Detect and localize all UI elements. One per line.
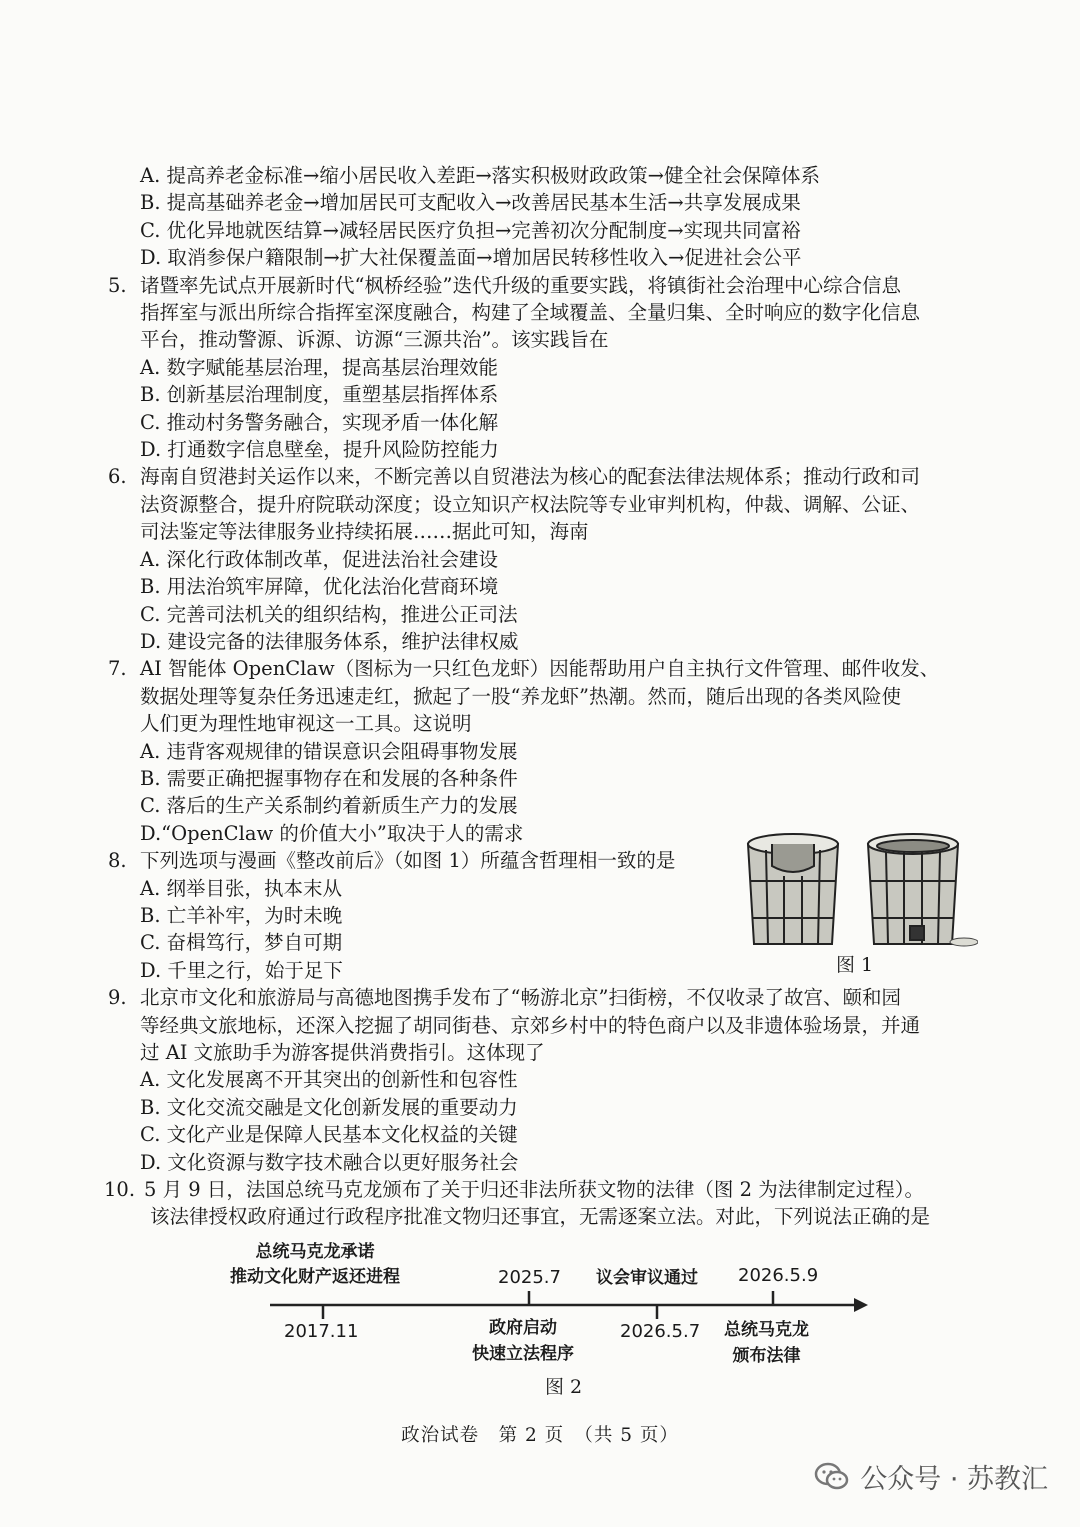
question-text-line: 北京市文化和旅游局与高德地图携手发布了“畅游北京”扫街榜，不仅收录了故宫、颐和园 <box>140 986 901 1010</box>
question-number: 9. <box>108 986 127 1010</box>
buckets-illustration <box>738 826 978 951</box>
question-7 <box>108 655 988 737</box>
question-number: 10. <box>104 1178 136 1202</box>
timeline-date: 2026.5.7 <box>620 1321 701 1342</box>
question-text-line: 指挥室与派出所综合指挥室深度融合，构建了全域覆盖、全量归集、全时响应的数字化信息 <box>140 301 921 325</box>
question-text-line: 诸暨率先试点开展新时代“枫桥经验”迭代升级的重要实践，将镇街社会治理中心综合信息 <box>140 273 901 297</box>
question-text-line: 过 AI 文旅助手为游客提供消费指引。这体现了 <box>140 1041 545 1064</box>
timeline-event-government: 政府启动 快速立法程序 <box>472 1318 574 1364</box>
option-d: D. 取消参保户籍限制→扩大社保覆盖面→增加居民转移性收入→促进社会公平 <box>140 246 802 270</box>
timeline-event-parliament: 议会审议通过 <box>596 1268 698 1288</box>
option-b: B. 提高基础养老金→增加居民可支配收入→改善居民基本生活→共享发展成果 <box>140 191 801 215</box>
watermark-text: 公众号 · 苏教汇 <box>860 1464 1048 1495</box>
option-c: C. 完善司法机关的组织结构，推进公正司法 <box>140 602 518 626</box>
question-number: 6. <box>108 465 127 489</box>
question-text-line: 5 月 9 日，法国总统马克龙颁布了关于归还非法所获文物的法律（图 2 为法律制定过程）。 <box>144 1178 924 1202</box>
figure-2-timeline <box>200 1235 900 1395</box>
question-text-line: 该法律授权政府通过行政程序批准文物归还事宜，无需逐案立法。对此，下列说法正确的是 <box>150 1205 931 1229</box>
question-text-line: 数据处理等复杂任务迅速走红，掀起了一股“养龙虾”热潮。然而，随后出现的各类风险使 <box>140 684 901 708</box>
timeline-date: 2026.5.9 <box>738 1265 819 1286</box>
page-footer: 政治试卷 第 2 页 （共 5 页） <box>401 1425 679 1446</box>
figure-2-caption: 图 2 <box>545 1376 583 1398</box>
option-d: D. 打通数字信息壁垒，提升风险防控能力 <box>140 438 499 462</box>
timeline-date: 2017.11 <box>284 1321 359 1342</box>
question-text-line: 海南自贸港封关运作以来，不断完善以自贸港法为核心的配套法律法规体系；推动行政和司 <box>140 465 921 489</box>
option-b: B. 文化交流交融是文化创新发展的重要动力 <box>140 1095 518 1119</box>
question-text-line: 等经典文旅地标，还深入挖掘了胡同街巷、京郊乡村中的特色商户以及非遗体验场景，并通 <box>140 1013 921 1037</box>
question-number: 5. <box>108 273 127 297</box>
option-b: B. 用法治筑牢屏障，优化法治化营商环境 <box>140 575 499 599</box>
question-text-line: 下列选项与漫画《整改前后》（如图 1）所蕴含哲理相一致的是 <box>140 849 676 873</box>
question-text-line: 法资源整合，提升府院联动深度；设立知识产权法院等专业审判机构，仲裁、调解、公证、 <box>140 492 921 516</box>
option-c: C. 落后的生产关系制约着新质生产力的发展 <box>140 794 518 818</box>
option-d: D.“OpenClaw 的价值大小”取决于人的需求 <box>140 821 524 845</box>
timeline-event-macron-promise: 总统马克龙承诺 推动文化财产返还进程 <box>230 1242 400 1287</box>
question-text-line: 司法鉴定等法律服务业持续拓展……据此可知，海南 <box>140 520 589 544</box>
question-number: 8. <box>108 849 127 873</box>
question-text-line: 平台，推动警源、诉源、访源“三源共治”。该实践旨在 <box>140 328 609 352</box>
option-b: B. 创新基层治理制度，重塑基层指挥体系 <box>140 383 499 407</box>
exam-content <box>104 162 988 1231</box>
question-5 <box>108 272 988 354</box>
option-a: A. 提高养老金标准→缩小居民收入差距→落实积极财政政策→健全社会保障体系 <box>140 164 820 187</box>
wechat-watermark <box>814 1457 1048 1496</box>
question-4-options <box>108 162 988 272</box>
option-d: D. 建设完备的法律服务体系，维护法律权威 <box>140 629 519 653</box>
option-d: D. 千里之行，始于足下 <box>140 958 343 982</box>
timeline-date: 2025.7 <box>498 1267 561 1288</box>
option-a: A. 文化发展离不开其突出的创新性和包容性 <box>140 1068 518 1092</box>
option-a: A. 数字赋能基层治理，提高基层治理效能 <box>140 355 498 379</box>
option-c: C. 文化产业是保障人民基本文化权益的关键 <box>140 1123 518 1147</box>
question-6 <box>108 463 988 545</box>
question-9 <box>108 984 988 1066</box>
option-a: A. 违背客观规律的错误意识会阻碍事物发展 <box>140 739 518 763</box>
option-a: A. 深化行政体制改革，促进法治社会建设 <box>140 547 498 571</box>
question-number: 7. <box>108 657 127 681</box>
option-b: B. 需要正确把握事物存在和发展的各种条件 <box>140 766 518 790</box>
question-text-line: 人们更为理性地审视这一工具。这说明 <box>140 712 472 736</box>
option-d: D. 文化资源与数字技术融合以更好服务社会 <box>140 1150 519 1174</box>
figure-1-caption: 图 1 <box>836 954 874 976</box>
question-10 <box>104 1176 988 1231</box>
option-c: C. 推动村务警务融合，实现矛盾一体化解 <box>140 410 499 434</box>
option-b: B. 亡羊补牢，为时未晚 <box>140 903 343 927</box>
wechat-icon <box>814 1462 850 1492</box>
option-c: C. 奋楫笃行，梦自可期 <box>140 931 343 955</box>
timeline-event-macron-promulgate: 总统马克龙 颁布法律 <box>724 1320 809 1366</box>
option-c: C. 优化异地就医结算→减轻居民医疗负担→完善初次分配制度→实现共同富裕 <box>140 218 801 242</box>
option-a: A. 纲举目张，执本末从 <box>140 876 342 900</box>
question-text-line: AI 智能体 OpenClaw（图标为一只红色龙虾）因能帮助用户自主执行文件管理、邮件收发、 <box>140 657 940 681</box>
